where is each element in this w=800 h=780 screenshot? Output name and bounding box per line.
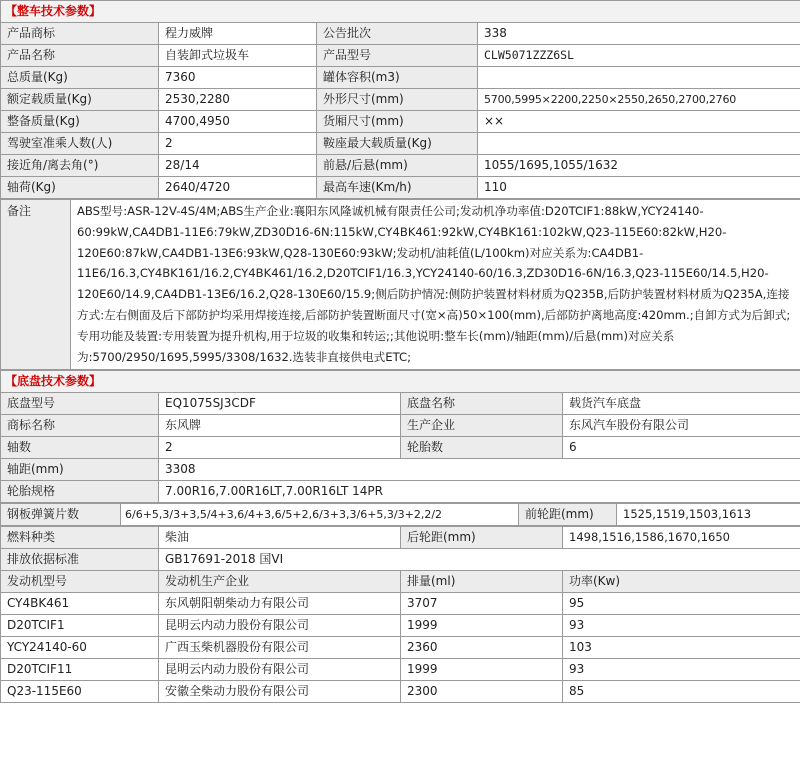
row-value: 1498,1516,1586,1670,1650 bbox=[563, 527, 800, 549]
row-label: 总质量(Kg) bbox=[1, 67, 159, 89]
chassis-spring-table bbox=[0, 503, 800, 526]
row-label: 底盘型号 bbox=[1, 393, 159, 415]
row-value: 自装卸式垃圾车 bbox=[159, 45, 317, 67]
engine-displacement: 1999 bbox=[401, 615, 563, 637]
row-value: 7.00R16,7.00R16LT,7.00R16LT 14PR bbox=[159, 481, 800, 503]
notes-text: ABS型号:ASR-12V-4S/4M;ABS生产企业:襄阳东风隆诚机械有限责任公司;发动机净功率值:D20TCIF1:88kW,YCY24140-60:99kW,CA4DB1-11E6:79kW,ZD30D16-6N:115kW,CY4BK461:92kW,CY4BK161:102kW,Q23-115E60:82kW,H20-120E60:87kW,CA4DB1-13E6:93kW,Q28-130E60:93kW;发动机/油耗值(L/100km)对应关系为:CA4DB1-11E6/16.3,CY4BK161/16.2,CY4BK461/16.2,D20TCIF1/16.3,YCY24140-60/16.3,ZD30D16-6N/16.3,Q23-115E60/14.5,H20-120E60/14.9,CA4DB1-13E6/16.2,Q28-130E60/15.9;侧后防护情况:侧防护装置材料材质为Q235B,后防护装置材料材质为Q235A,连接方式:左右侧面及后下部防护均采用焊接连接,后部防护装置断面尺寸(宽×高)50×100(mm),后部防护离地高度:420mm.;自卸方式为后卸式;专用功能及装置:专用装置为提升机构,用于垃圾的收集和转运;;其他说明:整车长(mm)/轴距(mm)/后悬(mm)对应关系为:5700/2950/1695,5995/3308/1632.选装非直接供电式ETC; bbox=[71, 200, 800, 370]
row-value: 2 bbox=[159, 437, 401, 459]
table-row bbox=[1, 111, 800, 133]
engine-displacement: 2300 bbox=[401, 681, 563, 703]
row-value bbox=[478, 133, 800, 155]
engine-displacement: 3707 bbox=[401, 593, 563, 615]
table-row bbox=[1, 67, 800, 89]
row-label: 燃料种类 bbox=[1, 527, 159, 549]
row-value: ×× bbox=[478, 111, 800, 133]
row-value: 28/14 bbox=[159, 155, 317, 177]
column-header: 发动机生产企业 bbox=[159, 571, 401, 593]
table-row bbox=[1, 549, 800, 571]
table-row bbox=[1, 133, 800, 155]
table-row bbox=[1, 415, 800, 437]
engine-power: 85 bbox=[563, 681, 800, 703]
row-value: 东风牌 bbox=[159, 415, 401, 437]
table-row bbox=[1, 481, 800, 503]
row-value: 东风汽车股份有限公司 bbox=[563, 415, 800, 437]
table-row bbox=[1, 89, 800, 111]
row-label: 最高车速(Km/h) bbox=[317, 177, 478, 199]
table-row bbox=[1, 659, 800, 681]
column-header: 排量(ml) bbox=[401, 571, 563, 593]
row-label: 鞍座最大载质量(Kg) bbox=[317, 133, 478, 155]
row-value bbox=[478, 67, 800, 89]
table-row bbox=[1, 527, 800, 549]
row-value: CLW5071ZZZ6SL bbox=[478, 45, 800, 67]
row-label: 前悬/后悬(mm) bbox=[317, 155, 478, 177]
engine-power: 103 bbox=[563, 637, 800, 659]
row-value: 2530,2280 bbox=[159, 89, 317, 111]
chassis-section-title: 【底盘技术参数】 bbox=[1, 371, 800, 393]
table-row bbox=[1, 177, 800, 199]
engine-maker: 安徽全柴动力股份有限公司 bbox=[159, 681, 401, 703]
row-value: 2640/4720 bbox=[159, 177, 317, 199]
row-value: 4700,4950 bbox=[159, 111, 317, 133]
engine-model: Q23-115E60 bbox=[1, 681, 159, 703]
table-row bbox=[1, 615, 800, 637]
vehicle-section-title: 【整车技术参数】 bbox=[1, 1, 800, 23]
row-label: 钢板弹簧片数 bbox=[1, 504, 121, 526]
row-label: 排放依据标准 bbox=[1, 549, 159, 571]
engine-header-row bbox=[1, 571, 800, 593]
chassis-spec-table bbox=[0, 370, 800, 503]
row-label: 轴距(mm) bbox=[1, 459, 159, 481]
table-row bbox=[1, 45, 800, 67]
row-label: 后轮距(mm) bbox=[401, 527, 563, 549]
notes-label: 备注 bbox=[1, 200, 71, 370]
column-header: 发动机型号 bbox=[1, 571, 159, 593]
row-value: 1525,1519,1503,1613 bbox=[617, 504, 800, 526]
table-row bbox=[1, 459, 800, 481]
row-label: 整备质量(Kg) bbox=[1, 111, 159, 133]
row-label: 轴数 bbox=[1, 437, 159, 459]
row-label: 轮胎规格 bbox=[1, 481, 159, 503]
engine-maker: 东风朝阳朝柴动力有限公司 bbox=[159, 593, 401, 615]
row-label: 额定载质量(Kg) bbox=[1, 89, 159, 111]
row-value: 338 bbox=[478, 23, 800, 45]
row-label: 公告批次 bbox=[317, 23, 478, 45]
table-row bbox=[1, 504, 800, 526]
table-row bbox=[1, 23, 800, 45]
notes-table bbox=[0, 199, 800, 370]
row-value: 载货汽车底盘 bbox=[563, 393, 800, 415]
table-row bbox=[1, 393, 800, 415]
chassis-fuel-table bbox=[0, 526, 800, 703]
row-value: EQ1075SJ3CDF bbox=[159, 393, 401, 415]
row-value: 柴油 bbox=[159, 527, 401, 549]
vehicle-section-header bbox=[1, 1, 800, 23]
row-label: 产品型号 bbox=[317, 45, 478, 67]
table-row bbox=[1, 437, 800, 459]
chassis-section-header bbox=[1, 371, 800, 393]
row-label: 产品商标 bbox=[1, 23, 159, 45]
engine-model: YCY24140-60 bbox=[1, 637, 159, 659]
row-value: 3308 bbox=[159, 459, 800, 481]
engine-power: 95 bbox=[563, 593, 800, 615]
row-value: 程力威牌 bbox=[159, 23, 317, 45]
vehicle-spec-table bbox=[0, 0, 800, 199]
column-header: 功率(Kw) bbox=[563, 571, 800, 593]
row-label: 生产企业 bbox=[401, 415, 563, 437]
table-row bbox=[1, 593, 800, 615]
engine-maker: 昆明云内动力股份有限公司 bbox=[159, 659, 401, 681]
row-label: 驾驶室准乘人数(人) bbox=[1, 133, 159, 155]
row-value: 2 bbox=[159, 133, 317, 155]
row-value: 7360 bbox=[159, 67, 317, 89]
table-row bbox=[1, 681, 800, 703]
row-value: 110 bbox=[478, 177, 800, 199]
engine-power: 93 bbox=[563, 659, 800, 681]
row-label: 产品名称 bbox=[1, 45, 159, 67]
row-label: 底盘名称 bbox=[401, 393, 563, 415]
engine-model: CY4BK461 bbox=[1, 593, 159, 615]
table-row bbox=[1, 637, 800, 659]
row-label: 轮胎数 bbox=[401, 437, 563, 459]
engine-maker: 广西玉柴机器股份有限公司 bbox=[159, 637, 401, 659]
row-label: 外形尺寸(mm) bbox=[317, 89, 478, 111]
row-value: 1055/1695,1055/1632 bbox=[478, 155, 800, 177]
row-label: 商标名称 bbox=[1, 415, 159, 437]
row-label: 轴荷(Kg) bbox=[1, 177, 159, 199]
row-value: 6 bbox=[563, 437, 800, 459]
engine-model: D20TCIF1 bbox=[1, 615, 159, 637]
row-value: 6/6+5,3/3+3,5/4+3,6/4+3,6/5+2,6/3+3,3/6+5,3/3+2,2/2 bbox=[121, 504, 519, 526]
row-label: 接近角/离去角(°) bbox=[1, 155, 159, 177]
row-label: 货厢尺寸(mm) bbox=[317, 111, 478, 133]
engine-displacement: 2360 bbox=[401, 637, 563, 659]
row-value: GB17691-2018 国VI bbox=[159, 549, 800, 571]
engine-maker: 昆明云内动力股份有限公司 bbox=[159, 615, 401, 637]
engine-displacement: 1999 bbox=[401, 659, 563, 681]
row-value: 5700,5995×2200,2250×2550,2650,2700,2760 bbox=[478, 89, 800, 111]
engine-power: 93 bbox=[563, 615, 800, 637]
row-label: 罐体容积(m3) bbox=[317, 67, 478, 89]
table-row bbox=[1, 155, 800, 177]
engine-model: D20TCIF11 bbox=[1, 659, 159, 681]
notes-row bbox=[1, 200, 800, 370]
row-label: 前轮距(mm) bbox=[519, 504, 617, 526]
